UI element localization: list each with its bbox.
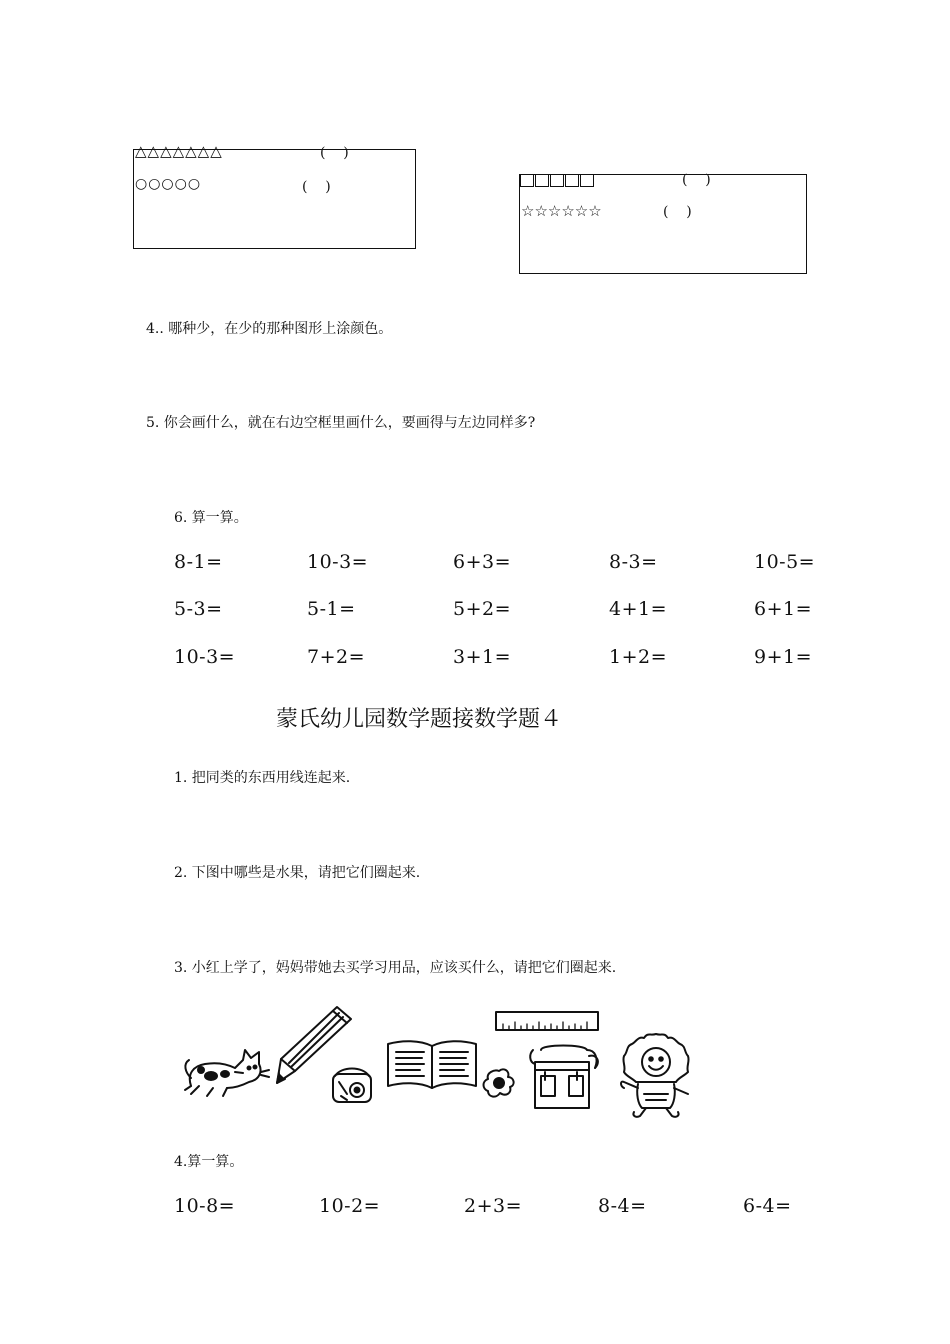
doll-icon[interactable] <box>618 1032 694 1120</box>
equation: 10-2= <box>319 1195 381 1217</box>
question-2-part2: 2. 下图中哪些是水果，请把它们圈起来. <box>174 865 421 881</box>
section-title: 蒙氏幼儿园数学题接数学题４ <box>276 707 563 732</box>
equation: 7+2= <box>307 646 366 668</box>
equation: 8-4= <box>598 1195 647 1217</box>
square-shape <box>565 174 579 187</box>
equation: 8-3= <box>609 551 658 573</box>
equation: 6+3= <box>453 551 512 573</box>
circles-row: ○○○○○ <box>135 176 202 192</box>
equation: 6-4= <box>743 1195 792 1217</box>
equation: 9+1= <box>754 646 813 668</box>
cat-icon[interactable] <box>183 1040 269 1098</box>
equation: 6+1= <box>754 598 813 620</box>
stars-row: ☆☆☆☆☆☆ <box>521 202 602 220</box>
flower-icon[interactable] <box>482 1067 516 1099</box>
equation: 5-3= <box>174 598 223 620</box>
sharpener-icon[interactable] <box>331 1064 375 1106</box>
square-shape <box>550 174 564 187</box>
equation: 4+1= <box>609 598 668 620</box>
book-icon[interactable] <box>386 1038 478 1092</box>
equation: 10-3= <box>307 551 369 573</box>
equation: 3+1= <box>453 646 512 668</box>
question-3-part2: 3. 小红上学了，妈妈带她去买学习用品，应该买什么，请把它们圈起来. <box>174 960 617 976</box>
question-1-part2: 1. 把同类的东西用线连起来. <box>174 770 351 786</box>
triangles-row: △△△△△△△ <box>135 142 223 160</box>
compare-box-2 <box>519 174 807 274</box>
triangles-answer-paren[interactable]: ( ) <box>320 145 349 161</box>
equation: 5-1= <box>307 598 356 620</box>
equation: 2+3= <box>464 1195 523 1217</box>
square-shape <box>520 174 534 187</box>
equation: 10-3= <box>174 646 236 668</box>
question-4-part1: 4.. 哪种少，在少的那种图形上涂颜色。 <box>146 321 393 337</box>
squares-row <box>520 170 595 189</box>
question-6-part1: 6. 算一算。 <box>174 510 248 526</box>
squares-answer-paren[interactable]: ( ) <box>682 172 711 188</box>
stars-answer-paren[interactable]: ( ) <box>663 204 692 220</box>
equation: 1+2= <box>609 646 668 668</box>
equation: 5+2= <box>453 598 512 620</box>
compare-box-1 <box>133 149 416 249</box>
equation: 8-1= <box>174 551 223 573</box>
circles-answer-paren[interactable]: ( ) <box>302 179 331 195</box>
schoolbag-icon[interactable] <box>529 1042 601 1112</box>
question-5-part1: 5. 你会画什么，就在右边空框里画什么，要画得与左边同样多? <box>146 415 536 431</box>
square-shape <box>580 174 594 187</box>
equation: 10-5= <box>754 551 816 573</box>
square-shape <box>535 174 549 187</box>
question-4-part2: 4.算一算。 <box>174 1154 244 1170</box>
ruler-icon[interactable] <box>495 1011 599 1031</box>
equation: 10-8= <box>174 1195 236 1217</box>
